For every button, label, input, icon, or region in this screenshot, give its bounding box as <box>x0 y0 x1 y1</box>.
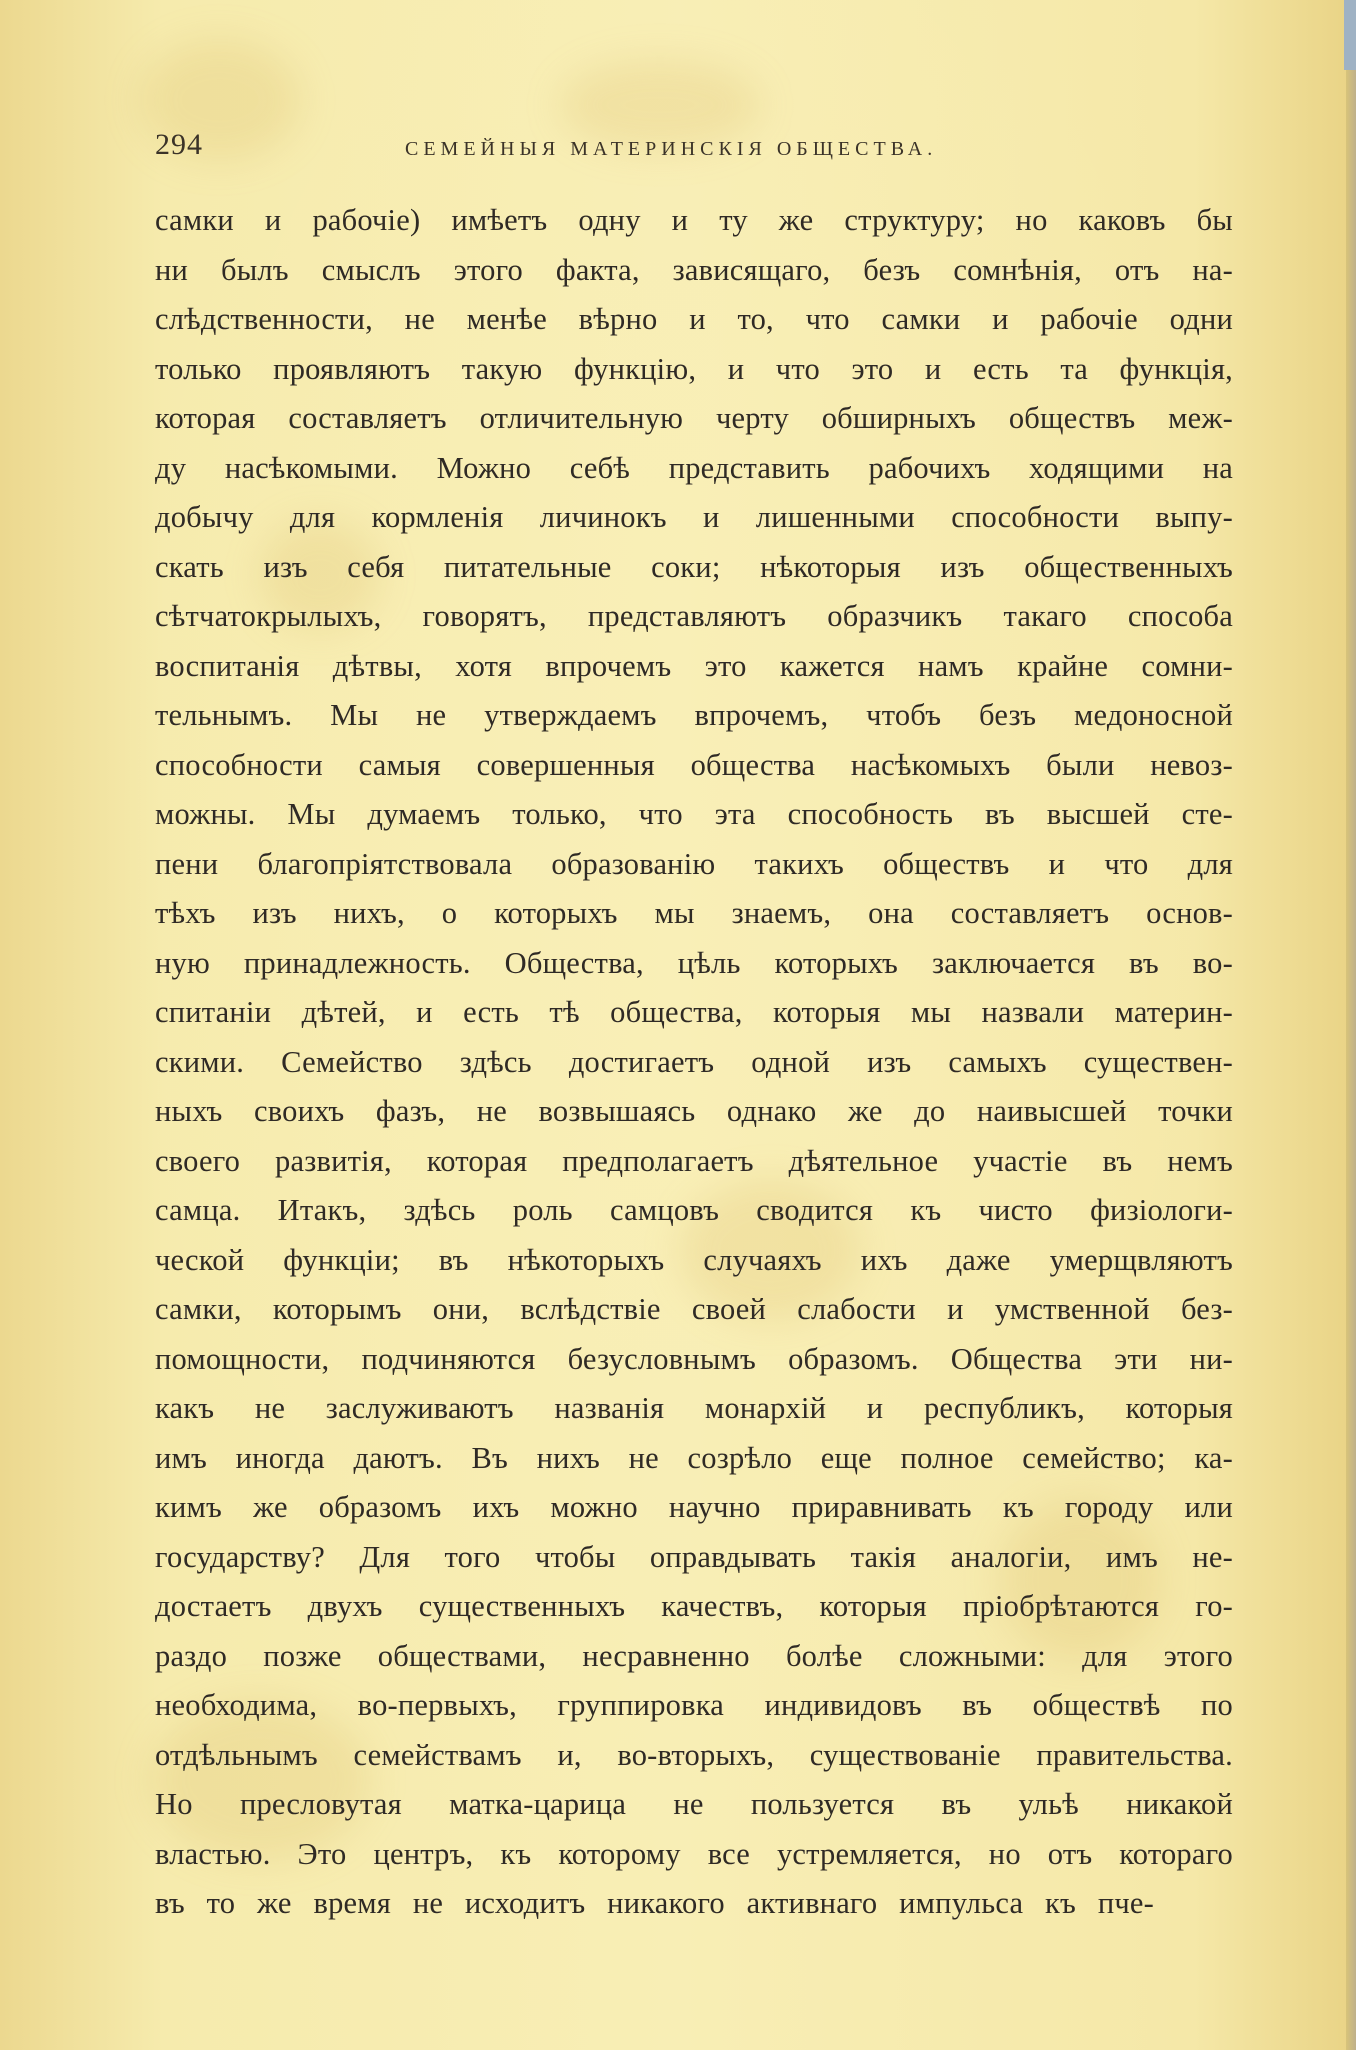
text-line: пени благопріятствовала образованію такихъ обществъ и что для <box>155 846 1233 881</box>
text-line: которая составляетъ отличительную черту обширныхъ обществъ меж- <box>155 401 1233 435</box>
page-header <box>155 128 1235 168</box>
text-line: имъ иногда даютъ. Въ нихъ не созрѣло еще полное семейство; ка- <box>155 1440 1233 1475</box>
text-line: помощности, подчиняются безусловнымъ образомъ. Общества эти ни- <box>155 1341 1233 1376</box>
text-line: раздо позже обществами, несравненно болѣе сложными: для этого <box>155 1638 1233 1673</box>
text-line: ную принадлежность. Общества, цѣль которыхъ заключается въ во- <box>155 945 1233 980</box>
page-edge-marker <box>1344 0 1356 70</box>
text-line: отдѣльнымъ семействамъ и, во-вторыхъ, существованіе правительства. <box>155 1737 1233 1772</box>
text-line: можны. Мы думаемъ только, что эта способность въ высшей сте- <box>155 797 1233 831</box>
text-line: кимъ же образомъ ихъ можно научно приравнивать къ городу или <box>155 1490 1233 1524</box>
text-line: самки и рабочіе) имѣетъ одну и ту же структуру; но каковъ бы <box>155 203 1233 237</box>
text-line: необходима, во-первыхъ, группировка индивидовъ въ обществѣ по <box>155 1688 1233 1722</box>
text-line: тѣхъ изъ нихъ, о которыхъ мы знаемъ, она составляетъ основ- <box>155 896 1233 930</box>
text-line: ни былъ смыслъ этого факта, зависящаго, безъ сомнѣнія, отъ на- <box>155 252 1233 287</box>
text-line: слѣдственности, не менѣе вѣрно и то, что самки и рабочіе одни <box>155 302 1233 336</box>
text-line: спитаніи дѣтей, и есть тѣ общества, которыя мы назвали материн- <box>155 995 1233 1029</box>
text-line: способности самыя совершенныя общества насѣкомыхъ были невоз- <box>155 747 1233 782</box>
text-line: ду насѣкомыми. Можно себѣ представить рабочихъ ходящими на <box>155 450 1233 485</box>
body-text <box>155 196 1233 1929</box>
text-line: тельнымъ. Мы не утверждаемъ впрочемъ, чтобъ безъ медоносной <box>155 698 1233 732</box>
text-line: самки, которымъ они, вслѣдствіе своей слабости и умственной без- <box>155 1292 1233 1326</box>
text-line: только проявляютъ такую функцію, и что это и есть та функція, <box>155 351 1233 386</box>
page-edge <box>1346 0 1356 2050</box>
text-line: въ то же время не исходитъ никакого активнаго импульса къ пче- <box>155 1886 1154 1920</box>
text-line: какъ не заслуживаютъ названія монархій и республикъ, которыя <box>155 1391 1233 1425</box>
text-line: своего развитія, которая предполагаетъ дѣятельное участіе въ немъ <box>155 1143 1233 1178</box>
text-line: скими. Семейство здѣсь достигаетъ одной изъ самыхъ существен- <box>155 1044 1233 1079</box>
text-line: государству? Для того чтобы оправдывать такія аналогіи, имъ не- <box>155 1539 1233 1574</box>
text-line: достаетъ двухъ существенныхъ качествъ, которыя пріобрѣтаются го- <box>155 1589 1233 1623</box>
text-line: самца. Итакъ, здѣсь роль самцовъ сводится къ чисто физіологи- <box>155 1193 1233 1227</box>
text-line: Но пресловутая матка-царица не пользуется въ ульѣ никакой <box>155 1787 1233 1821</box>
running-title: СЕМЕЙНЫЯ МАТЕРИНСКІЯ ОБЩЕСТВА. <box>405 138 938 160</box>
text-line: властью. Это центръ, къ которому все устремляется, но отъ котораго <box>155 1836 1233 1871</box>
text-line: ческой функціи; въ нѣкоторыхъ случаяхъ ихъ даже умерщвляютъ <box>155 1242 1233 1277</box>
page-number: 294 <box>155 128 203 161</box>
text-line: ныхъ своихъ фазъ, не возвышаясь однако же до наивысшей точки <box>155 1094 1233 1128</box>
text-line: скать изъ себя питательные соки; нѣкоторыя изъ общественныхъ <box>155 549 1233 584</box>
text-line: воспитанія дѣтвы, хотя впрочемъ это кажется намъ крайне сомни- <box>155 648 1233 683</box>
text-line: добычу для кормленія личинокъ и лишенными способности выпу- <box>155 500 1233 534</box>
text-line: сѣтчатокрылыхъ, говорятъ, представляютъ образчикъ такаго способа <box>155 599 1233 633</box>
